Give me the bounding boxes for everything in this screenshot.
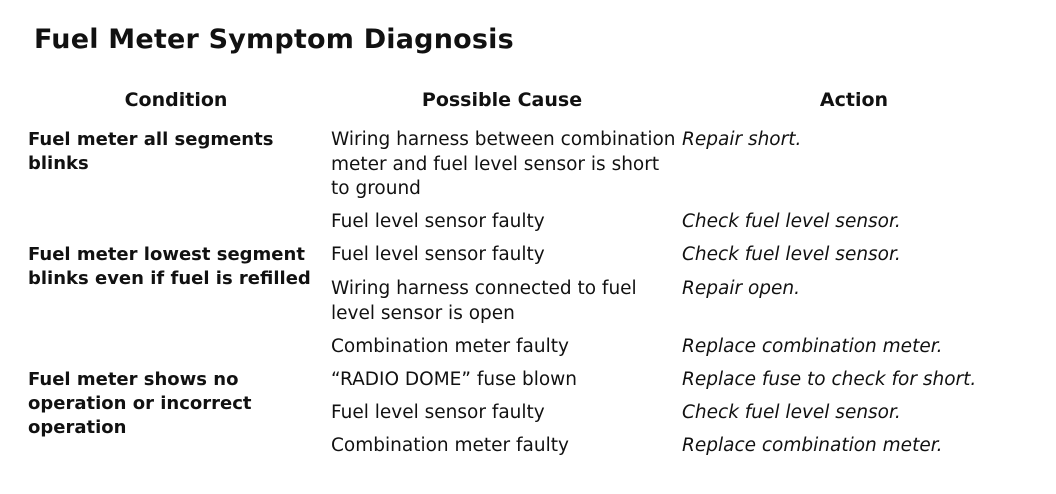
action-cell: Replace combination meter. [682, 336, 943, 357]
action-cell: Repair short. [682, 129, 802, 150]
cause-cell: Combination meter faulty [331, 336, 569, 357]
action-cell: Check fuel level sensor. [682, 211, 901, 232]
cause-cell: Wiring harness between combination meter and fuel level sensor is short to ground [331, 129, 676, 199]
cause-cell: Combination meter faulty [331, 435, 569, 456]
action-cell: Replace fuse to check for short. [682, 369, 977, 390]
condition-lowest-segment-blinks: Fuel meter lowest segment blinks even if fuel is refilled [28, 244, 311, 289]
column-header-possible-cause: Possible Cause [421, 89, 583, 111]
cause-cell: “RADIO DOME” fuse blown [331, 369, 578, 390]
cause-cell: Fuel level sensor faulty [331, 402, 545, 423]
action-cell: Replace combination meter. [682, 435, 943, 456]
column-header-action: Action [819, 89, 889, 111]
condition-all-segments-blink: Fuel meter all segments blinks [28, 129, 274, 174]
cause-cell: Fuel level sensor faulty [331, 211, 545, 232]
column-header-condition: Condition [124, 89, 228, 111]
action-cell: Repair open. [682, 278, 800, 299]
condition-no-operation: Fuel meter shows no operation or incorrect operation [28, 369, 252, 438]
action-cell: Check fuel level sensor. [682, 402, 901, 423]
cause-cell: Wiring harness connected to fuel level sensor is open [331, 278, 637, 324]
cause-cell: Fuel level sensor faulty [331, 244, 545, 265]
page-title: Fuel Meter Symptom Diagnosis [34, 24, 514, 55]
action-cell: Check fuel level sensor. [682, 244, 901, 265]
